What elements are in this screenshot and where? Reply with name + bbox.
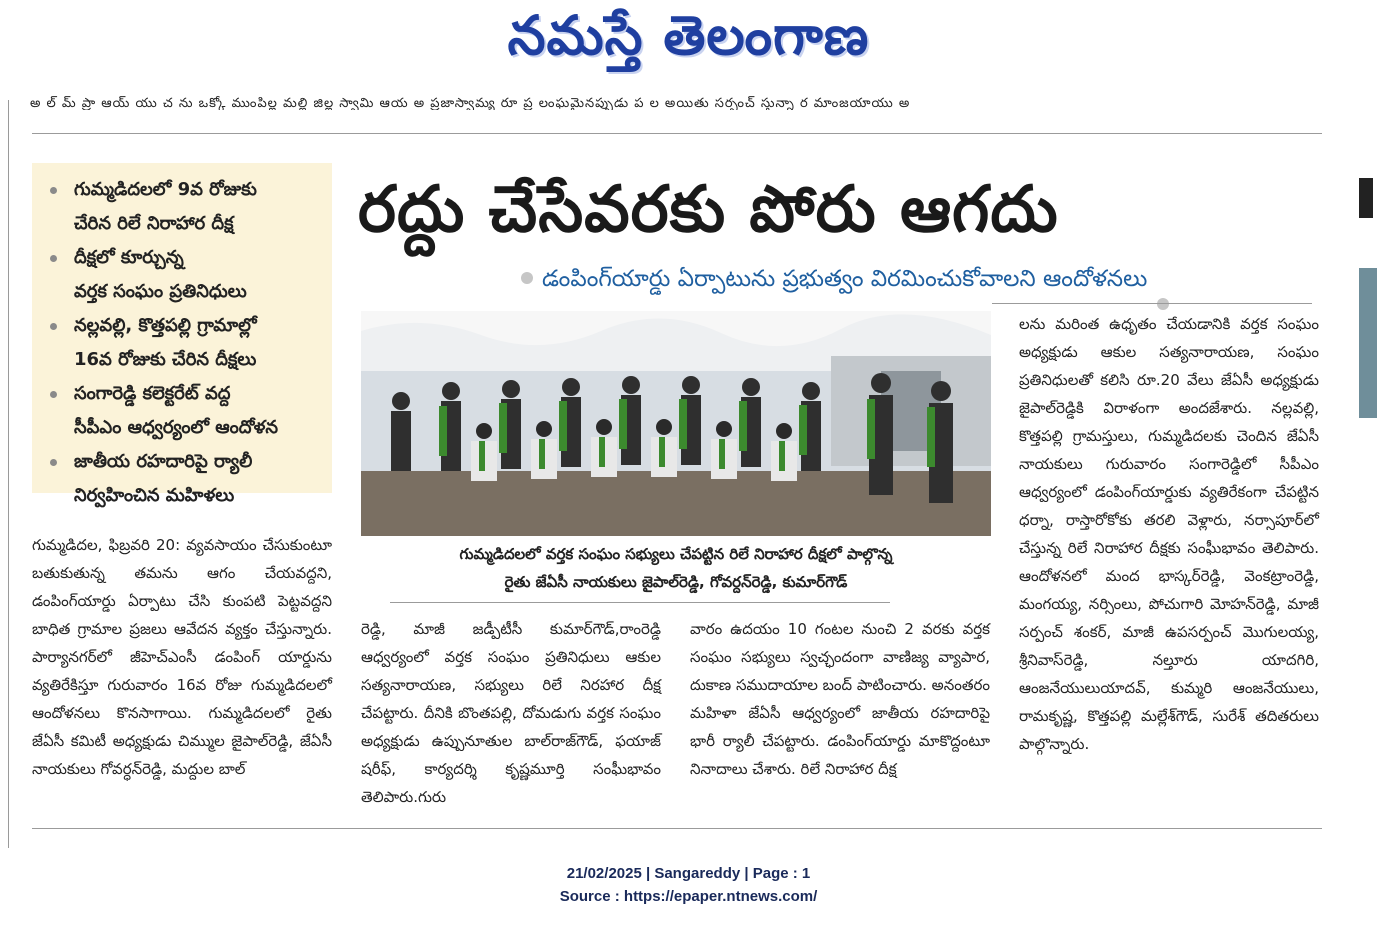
- article-paragraph: వారం ఉదయం 10 గంటల నుంచి 2 వరకు వర్తక సంఘం సభ్యులు స్వచ్ఛందంగా వాణిజ్య వ్యాపార, దుకాణ సముదాయాల బంద్ పాటించారు. అనంతరం మహిళా జేఏసీ ఆధ్వర్యంలో జాతీయ రహదారిపై భారీ ర్యాలీ చేపట్టారు. డంపింగ్‌యార్డు మాకొద్దంటూ నినాదాలు చేశారు. రిలే నిరాహార దీక్ష: [690, 620, 990, 778]
- news-photo: [361, 311, 991, 536]
- highlights-box: [32, 163, 332, 506]
- article-subheadline: డంపింగ్‌యార్డు ఏర్పాటును ప్రభుత్వం విరమించుకోవాలని ఆందోళనలు: [542, 266, 1148, 292]
- photo-caption: [361, 540, 991, 596]
- footer-source: Source : https://epaper.ntnews.com/: [559, 888, 818, 905]
- top-rule: [32, 133, 1322, 134]
- cropped-top-text: అ ల్ మ్ ప్రా ఆయ్ యు చ ను ఒక్కో ముంపిల్ల మల్లి జిల్ల స్వామి ఆయ అ ప్రజాస్వామ్య రూ ప్ర లంఘమైనప్పుడు ప ల అయితు సర్పంచ్ స్తున్నా ర మాంజయాయు అ: [30, 96, 911, 110]
- highlight-line: చేరిన రిలే నిరాహార దీక్ష: [74, 213, 234, 234]
- group-photo-illustration: [361, 311, 991, 536]
- highlight-item: [32, 241, 332, 309]
- highlight-line: దీక్షలో కూర్చున్న: [74, 247, 184, 268]
- article-column-2: [361, 615, 661, 811]
- highlight-line: 16వ రోజుకు చేరిన దీక్షలు: [74, 349, 257, 370]
- highlight-item: [32, 309, 332, 377]
- footer-edition-info: 21/02/2025 | Sangareddy | Page : 1: [566, 865, 811, 882]
- article-paragraph: రెడ్డి, మాజీ జడ్పీటీసీ కుమార్‌గౌడ్,రాంరెడ్డి ఆధ్వర్యంలో వర్తక సంఘం ప్రతినిధులు ఆకుల సత్యనారాయణ, సభ్యులు రిలే నిరహార దీక్ష చేపట్టారు. దీనికి బొంతపల్లి, దోమడుగు వర్తక సంఘం అధ్యక్షుడు ఉప్పునూతుల బాల్‌రాజ్‌గౌడ్, ఫయాజ్ షరీఫ్, కార్యదర్శి కృష్ణమూర్తి సంఘీభావం తెలిపారు.గురు: [361, 620, 661, 806]
- article-column-1: [32, 531, 332, 783]
- article-column-3: [690, 615, 990, 783]
- masthead-logo: నమస్తే తెలంగాణ: [507, 4, 870, 67]
- highlight-item: [32, 445, 332, 513]
- article-headline: రద్దు చేసేవరకు పోరు ఆగదు: [358, 173, 1059, 247]
- subhead-rule: [992, 303, 1312, 304]
- highlights-list: [32, 163, 332, 513]
- highlight-line: వర్తక సంఘం ప్రతినిధులు: [74, 281, 247, 302]
- adjacent-article-fragment: [1355, 178, 1377, 428]
- bottom-rule: [32, 828, 1322, 829]
- masthead: [0, 0, 1377, 75]
- page-footer: [0, 862, 1377, 908]
- highlight-line: నల్లవల్లి, కొత్తపల్లి గ్రామాల్లో: [74, 315, 257, 336]
- photo-caption-line: రైతు జేఏసీ నాయకులు జైపాల్‌రెడ్డి, గోవర్దన్‌రెడ్డి, కుమార్‌గౌడ్: [504, 573, 848, 591]
- article-column-4: [1019, 310, 1319, 758]
- caption-rule: [390, 602, 890, 603]
- highlight-line: సీపీఎం ఆధ్వర్యంలో ఆందోళన: [74, 417, 278, 438]
- bullet-dot-icon: [1157, 298, 1169, 310]
- highlight-line: సంగారెడ్డి కలెక్టరేట్ వద్ద: [74, 383, 231, 404]
- bullet-dot-icon: [521, 272, 533, 284]
- article-paragraph: గుమ్మడిదల, ఫిబ్రవరి 20: వ్యవసాయం చేసుకుంటూ బతుకుతున్న తమను ఆగం చేయవద్దని, డంపింగ్‌యార్డు ఏర్పాటు చేసి కుంపటి పెట్టవద్దని బాధిత గ్రామాల ప్రజలు ఆవేదన వ్యక్తం చేస్తున్నారు. పార్యానగర్‌లో జీహెచ్ఎంసీ డంపింగ్ యార్డును వ్యతిరేకిస్తూ గురువారం 16వ రోజు గుమ్మడిదలలో ఆందోళనలు కొనసాగాయి. గుమ్మడిదలలో రైతు జేఏసీ కమిటీ అధ్యక్షుడు చిమ్ముల జైపాల్‌రెడ్డి, జేఏసీ నాయకులు గోవర్ధన్‌రెడ్డి, మద్దుల బాల్: [32, 536, 332, 778]
- highlight-item: [32, 377, 332, 445]
- highlight-line: గుమ్మడిదలలో 9వ రోజుకు: [74, 179, 257, 200]
- highlight-line: నిర్వహించిన మహిళలు: [74, 485, 235, 506]
- article-paragraph: లను మరింత ఉధృతం చేయడానికి వర్తక సంఘం అధ్యక్షుడు ఆకుల సత్యనారాయణ, సంఘం ప్రతినిధులతో కలిసి రూ.20 వేలు జేఏసీ అధ్యక్షుడు జైపాల్‌రెడ్డికి విరాళంగా అందజేశారు. నల్లవల్లి, కొత్తపల్లి గ్రామస్తులు, గుమ్మడిదలకు చెందిన జేఏసీ నాయకులు గురువారం సంగారెడ్డిలో సీపీఎం ఆధ్వర్యంలో డంపింగ్‌యార్డుకు వ్యతిరేకంగా చేపట్టిన ధర్నా, రాస్తారోకోకు తరలి వెళ్లారు, నర్సాపూర్‌లో చేస్తున్న రిలే నిరాహార దీక్షకు సంఘీభావం తెలిపారు. ఆందోళనలో మంద భాస్కర్‌రెడ్డి, వెంకట్రాంరెడ్డి, మంగయ్య, నర్సింలు, పోచుగారి మోహన్‌రెడ్డి, మాజీ సర్పంచ్ శంకర్, మాజీ ఉపసర్పంచ్ మొగులయ్య, శ్రీనివాస్‌రెడ్డి, నల్తూరు యాదగిరి, ఆంజనేయులుయాదవ్, కుమ్మరి ఆంజనేయులు, రామకృష్ణ, కొత్తపల్లి మల్లేశ్‌గౌడ్, సురేశ్ తదితరులు పాల్గొన్నారు.: [1019, 315, 1319, 753]
- highlight-line: జాతీయ రహదారిపై ర్యాలీ: [74, 451, 253, 472]
- highlight-item: [32, 173, 332, 241]
- adjacent-article-edge: [1355, 178, 1377, 428]
- photo-caption-line: గుమ్మడిదలలో వర్తక సంఘం సభ్యులు చేపట్టిన రిలే నిరాహార దీక్షలో పాల్గొన్న: [459, 545, 893, 563]
